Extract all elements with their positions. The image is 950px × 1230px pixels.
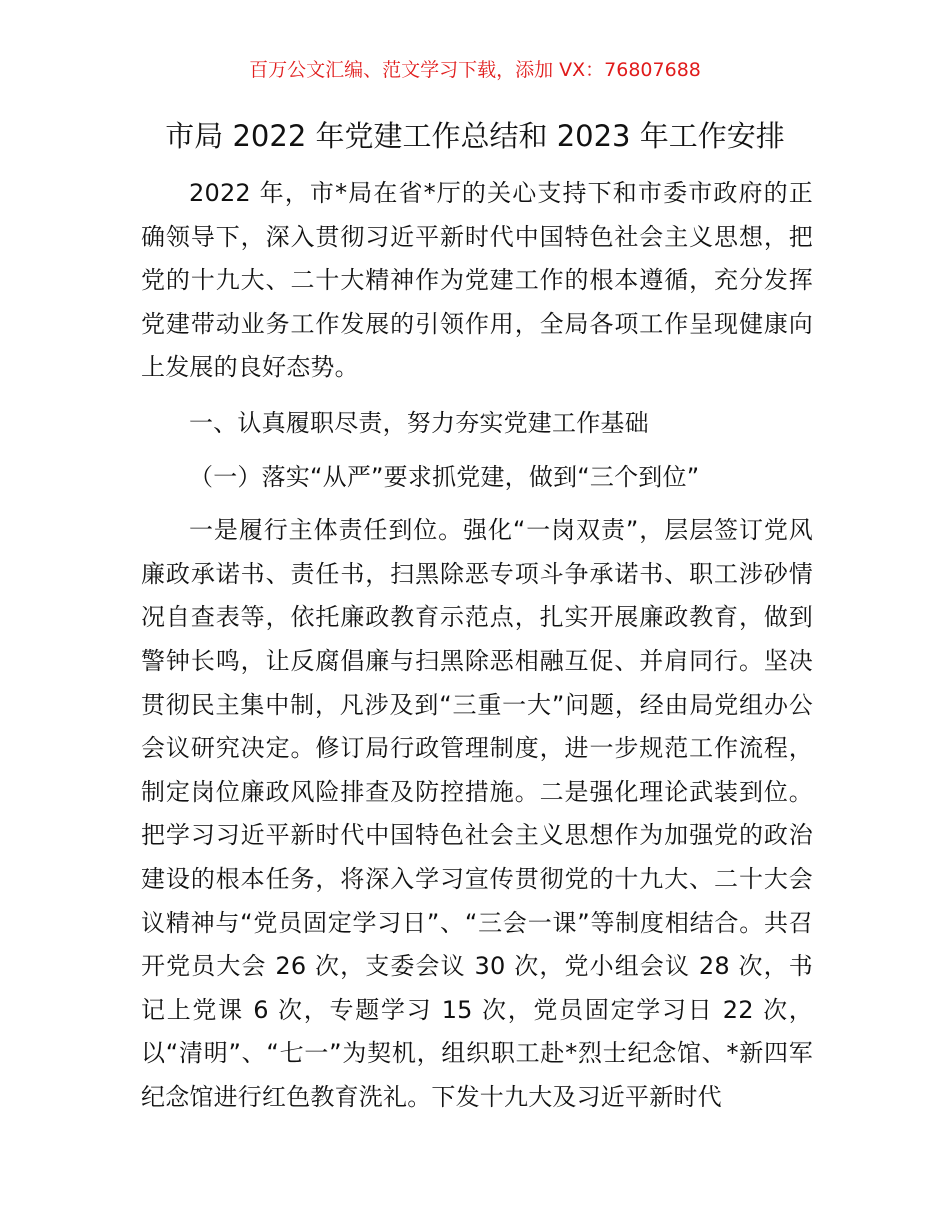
subsection-heading: （一）落实“从严”要求抓党建，做到“三个到位”: [189, 462, 700, 491]
body-paragraph: 一是履行主体责任到位。强化“一岗双责”，层层签订党风廉政承诺书、责任书，扫黑除恶专项斗争承诺书、职工涉砂情况自查表等，依托廉政教育示范点，扎实开展廉政教育，做到警钟长鸣，让反腐倡廉与扫黑除恶相融互促、并肩同行。坚决贯彻民主集中制，凡涉及到“三重一大”问题，经由局党组办公会议研究决定。修订局行政管理制度，进一步规范工作流程，制定岗位廉政风险排查及防控措施。二是强化理论武装到位。把学习习近平新时代中国特色社会主义思想作为加强党的政治建设的根本任务，将深入学习宣传贯彻党的十九大、二十大会议精神与“党员固定学习日”、“三会一课”等制度相结合。共召开党员大会 26 次，支委会议 30 次，党小组会议 28 次，书记上党课 6 次，专题学习 15 次，党员固定学习日 22 次，以“清明”、“七一”为契机，组织职工赴*烈士纪念馆、*新四军纪念馆进行红色教育洗礼。下发十九大及习近平新时代: [141, 516, 813, 1111]
document-title: 市局 2022 年党建工作总结和 2023 年工作安排: [165, 119, 785, 153]
header-banner: 百万公文汇编、范文学习下载，添加 VX：76807688: [249, 59, 701, 81]
document-body: [141, 172, 813, 1119]
section-heading: 一、认真履职尽责，努力夯实党建工作基础: [189, 408, 649, 437]
intro-paragraph: 2022 年，市*局在省*厅的关心支持下和市委市政府的正确领导下，深入贯彻习近平新时代中国特色社会主义思想，把党的十九大、二十大精神作为党建工作的根本遵循，充分发挥党建带动业务工作发展的引领作用，全局各项工作呈现健康向上发展的良好态势。: [141, 179, 813, 382]
